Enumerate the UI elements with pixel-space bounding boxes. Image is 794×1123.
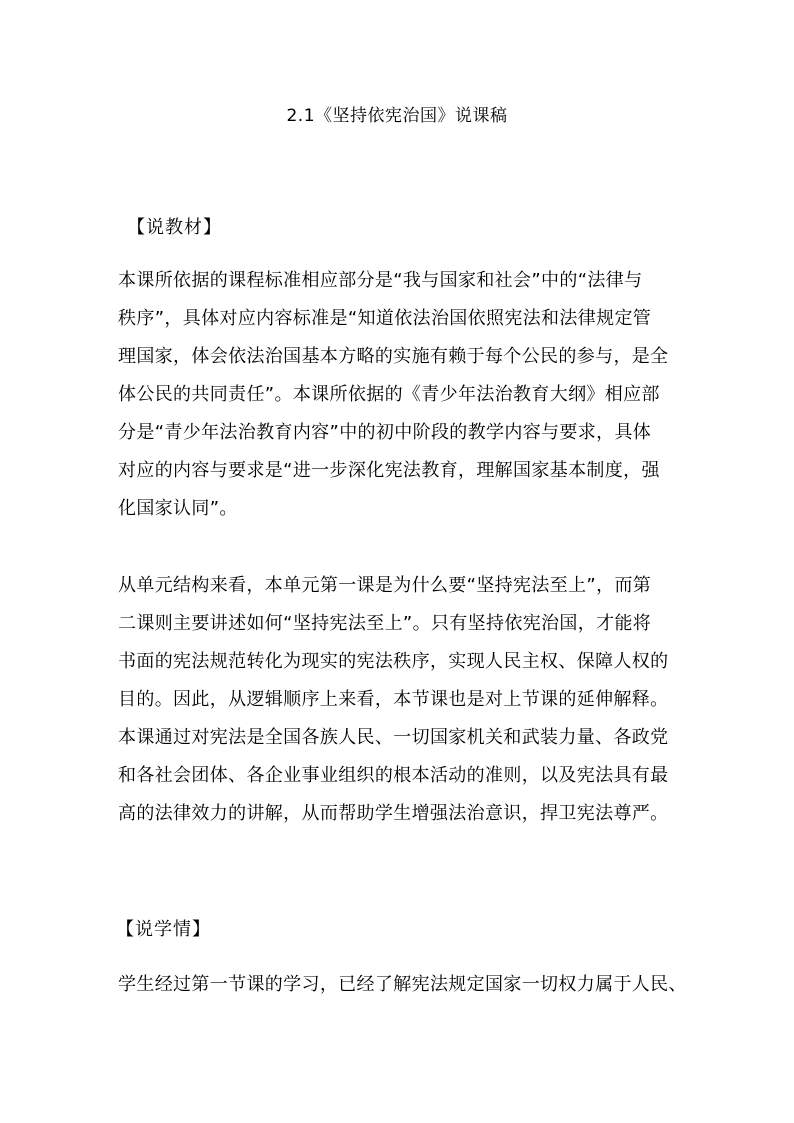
paragraph-line: 书面的宪法规范转化为现实的宪法秩序，实现人民主权、保障人权的	[118, 651, 669, 672]
paragraph-line: 二课则主要讲述如何“坚持宪法至上”。只有坚持依宪治国，才能将	[118, 613, 652, 634]
paragraph-line: 本课所依据的课程标准相应部分是“我与国家和社会”中的“法律与	[118, 270, 643, 291]
section-heading-student-situation: 【说学情】	[116, 919, 211, 940]
paragraph-line: 化国家认同”。	[118, 498, 238, 519]
paragraph-line: 体公民的共同责任”。本课所依据的《青少年法治教育大纲》相应部	[118, 384, 660, 405]
paragraph-line: 学生经过第一节课的学习，已经了解宪法规定国家一切权力属于人民、	[118, 974, 687, 995]
section-heading-teaching-material: 【说教材】	[127, 217, 222, 238]
paragraph-line: 本课通过对宪法是全国各族人民、一切国家机关和武装力量、各政党	[118, 727, 669, 748]
paragraph-line: 分是“青少年法治教育内容”中的初中阶段的教学内容与要求，具体	[118, 422, 652, 443]
document-title: 2.1《坚持依宪治国》说课稿	[286, 106, 508, 126]
paragraph-line: 高的法律效力的讲解，从而帮助学生增强法治意识，捍卫宪法尊严。	[118, 803, 669, 824]
paragraph-line: 对应的内容与要求是“进一步深化宪法教育，理解国家基本制度，强	[118, 460, 660, 481]
paragraph-unit-structure	[118, 567, 698, 833]
paragraph-line: 秩序”，具体对应内容标准是“知道依法治国依照宪法和法律规定管	[118, 308, 652, 329]
paragraph-curriculum-standard	[118, 262, 698, 528]
paragraph-line: 目的。因此，从逻辑顺序上来看，本节课也是对上节课的延伸解释。	[118, 689, 669, 710]
paragraph-student-situation	[118, 966, 698, 1004]
paragraph-line: 从单元结构来看，本单元第一课是为什么要“坚持宪法至上”，而第	[118, 575, 652, 596]
paragraph-line: 和各社会团体、各企业事业组织的根本活动的准则，以及宪法具有最	[118, 765, 669, 786]
paragraph-line: 理国家，体会依法治国基本方略的实施有赖于每个公民的参与，是全	[118, 346, 669, 367]
